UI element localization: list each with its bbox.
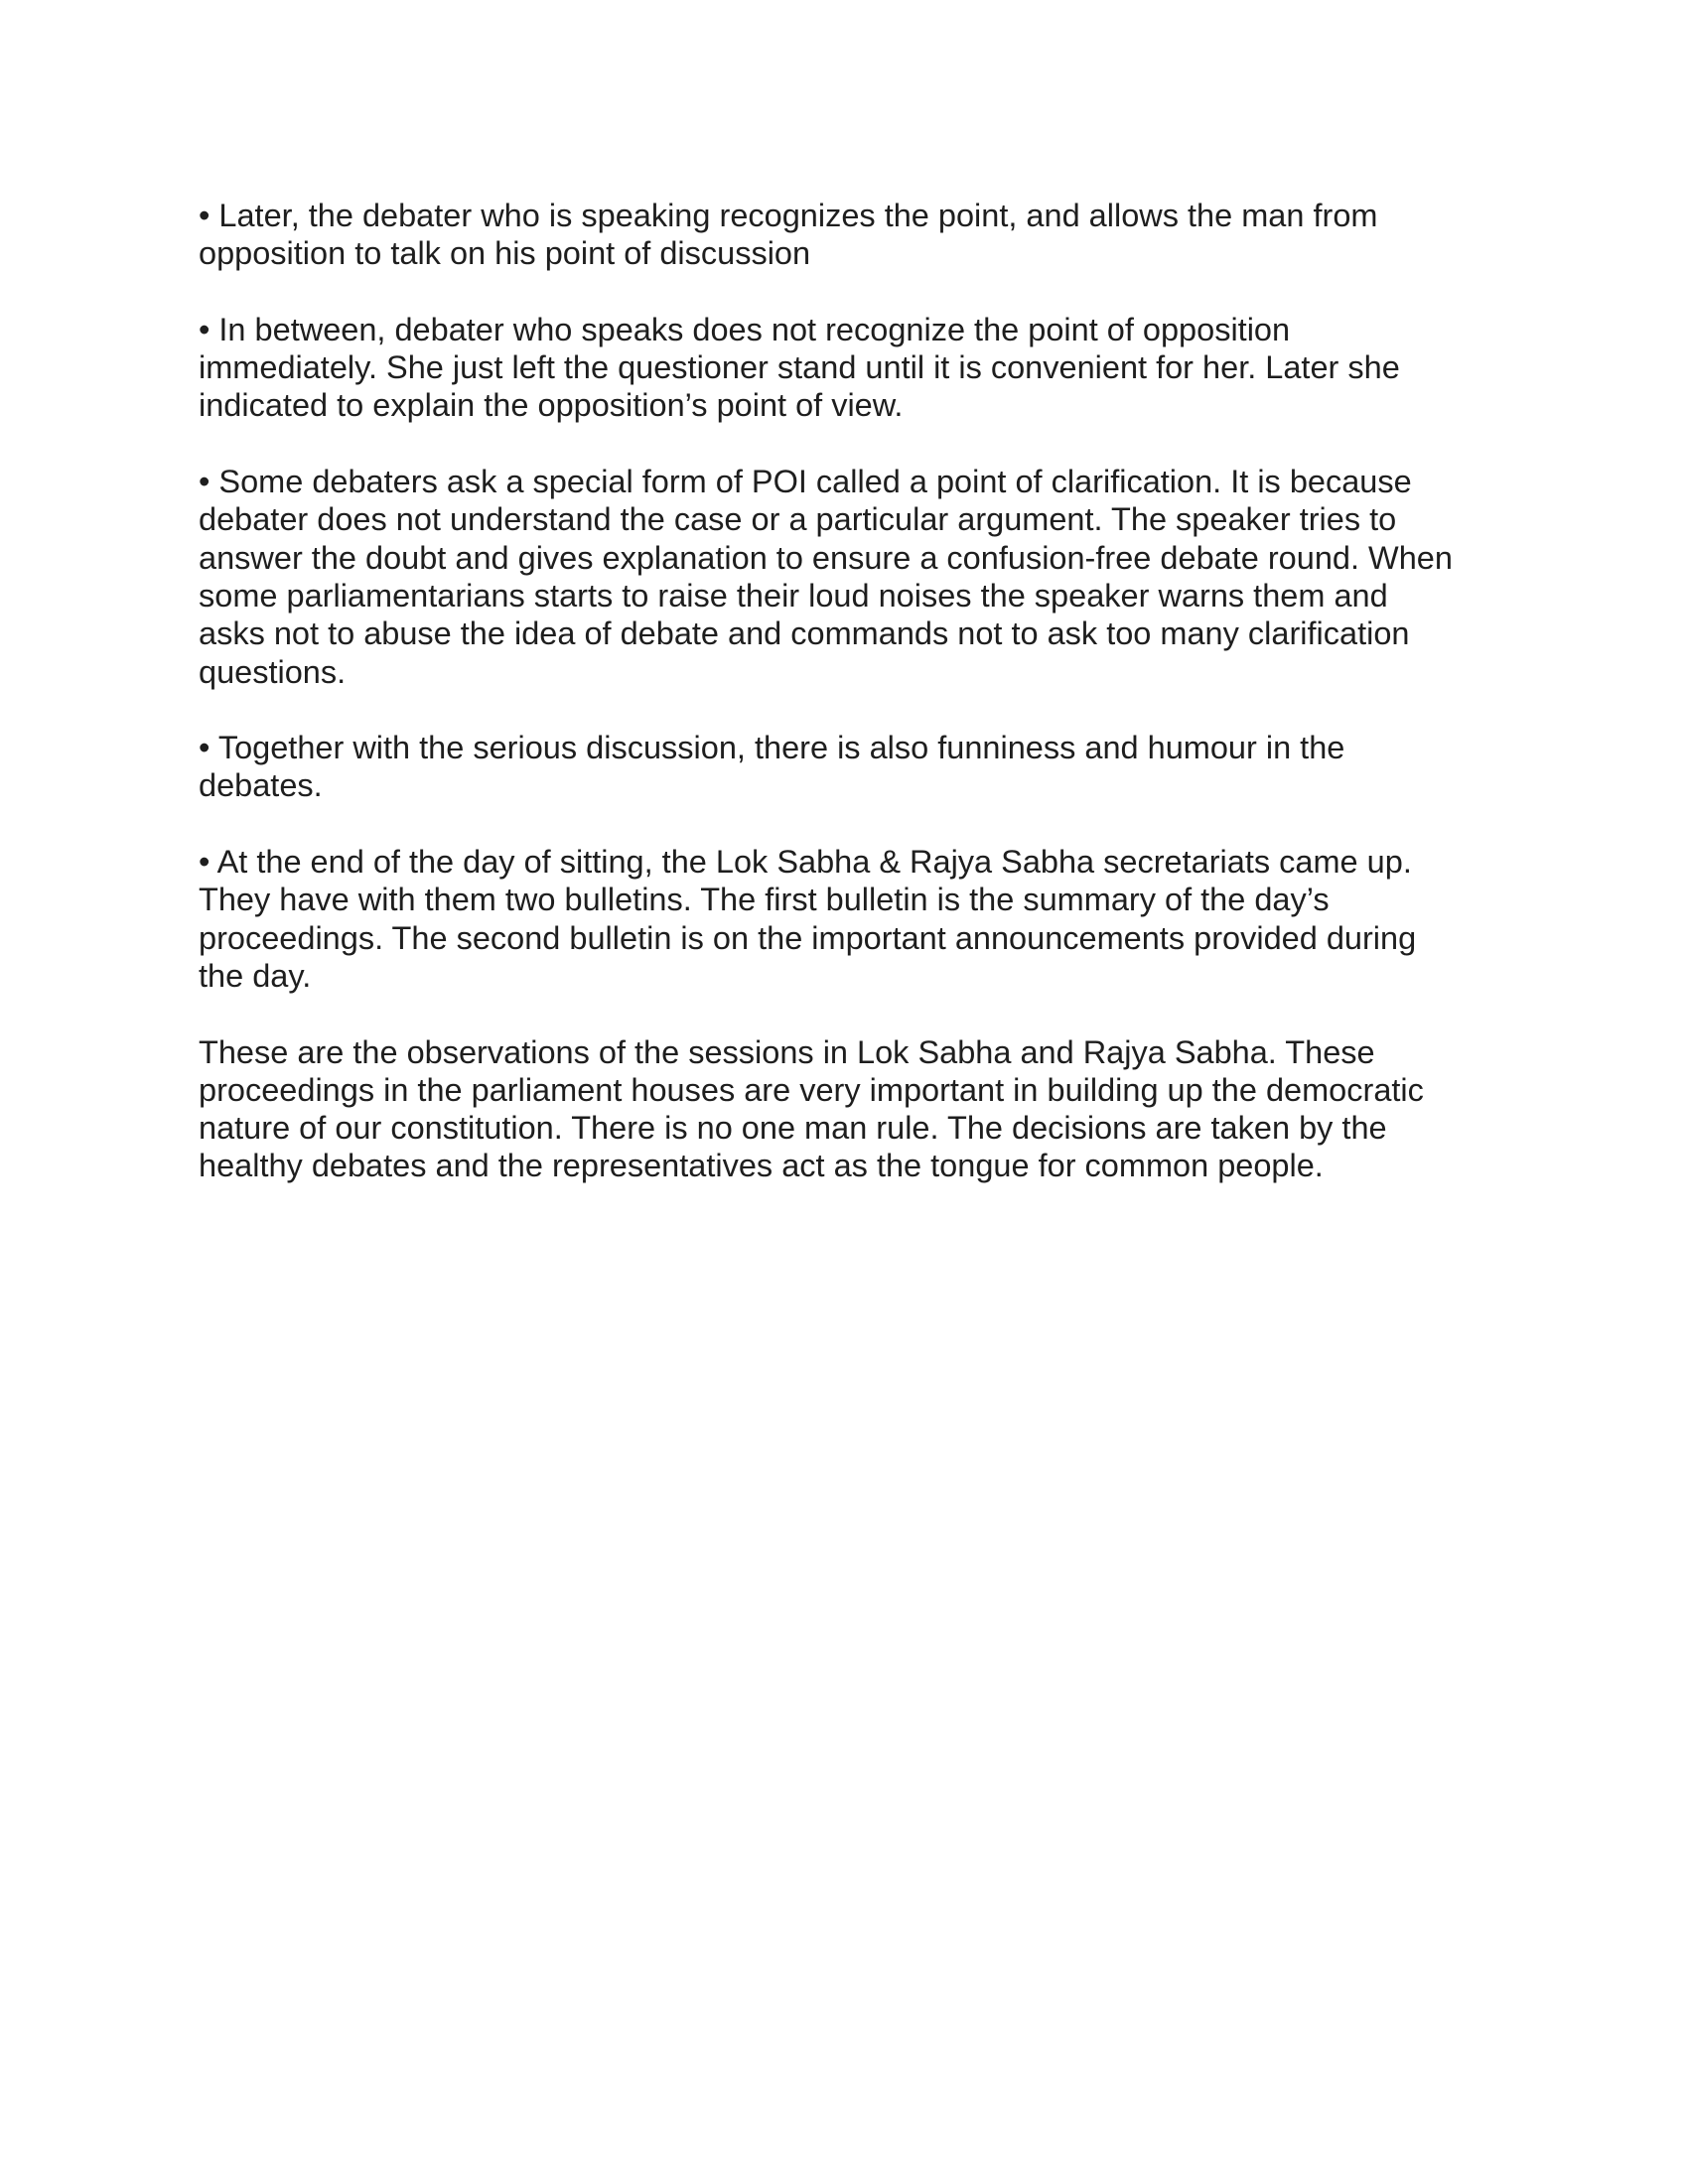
bullet-paragraph-point-of-clarification: • Some debaters ask a special form of POI called a point of clarification. It is because debater does not understand the case or a particular argument. The speaker tries to answer the doubt and gives explanation to ensure a confusion-free debate round. When some parliamentarians starts to raise their loud noises the speaker warns them and asks not to abuse the idea of debate and commands not to ask too many clarification questions. <box>199 464 1453 690</box>
bullet-paragraph-humour: • Together with the serious discussion, there is also funniness and humour in the debates. <box>199 730 1345 804</box>
document-body <box>199 197 1499 1223</box>
conclusion-paragraph: These are the observations of the sessions in Lok Sabha and Rajya Sabha. These proceedings in the parliament houses are very important in building up the democratic nature of our constitution. There is no one man rule. The decisions are taken by the healthy debates and the representatives act as the tongue for common people. <box>199 1033 1424 1184</box>
bullet-paragraph-point-delayed: • In between, debater who speaks does not recognize the point of opposition immediately. She just left the questioner stand until it is convenient for her. Later she indicated to explain the opposition’s point of view. <box>199 311 1400 424</box>
bullet-paragraph-point-recognized: • Later, the debater who is speaking recognizes the point, and allows the man from opposition to talk on his point of discussion <box>199 198 1378 272</box>
bullet-paragraph-bulletins: • At the end of the day of sitting, the Lok Sabha & Rajya Sabha secretariats came up. They have with them two bulletins. The first bulletin is the summary of the day’s proceedings. The second bulletin is on the important announcements provided during the day. <box>199 844 1417 994</box>
